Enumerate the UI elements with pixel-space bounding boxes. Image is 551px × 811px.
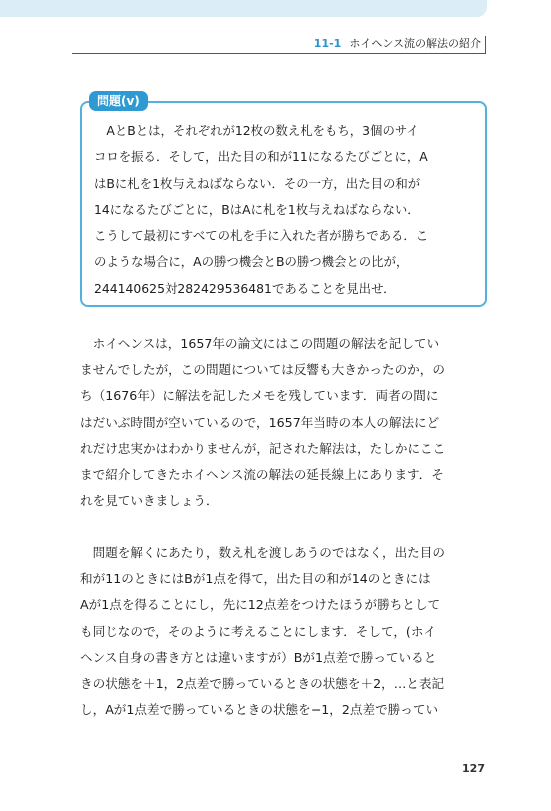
top-color-band bbox=[0, 0, 487, 17]
section-number: 11-1 bbox=[313, 37, 342, 50]
header-vertical-bar bbox=[485, 36, 486, 54]
running-header-text bbox=[314, 37, 481, 51]
paragraph-1 bbox=[80, 331, 490, 514]
page-number: 127 bbox=[462, 762, 485, 775]
paragraph-line: はだいぶ時間が空いているので，1657年当時の本人の解法にど bbox=[80, 414, 440, 430]
running-header bbox=[0, 30, 551, 58]
paragraph-2 bbox=[80, 540, 490, 723]
paragraph-line: れだけ忠実かはわかりませんが，記された解法は，たしかにここ bbox=[80, 440, 446, 456]
problem-line: 244140625対282429536481であることを見出せ． bbox=[94, 280, 396, 296]
paragraph-line: も同じなので，そのように考えることにします．そして，(ホイ bbox=[80, 623, 437, 639]
header-underline bbox=[72, 53, 486, 54]
problem-line: はBに札を1枚与えねばならない．その一方，出た目の和が bbox=[94, 175, 421, 191]
problem-label: 問題(v) bbox=[89, 91, 148, 111]
problem-line: こうして最初にすべての札を手に入れた者が勝ちである．こ bbox=[94, 228, 429, 244]
section-title: ホイヘンス流の解法の紹介 bbox=[349, 37, 481, 50]
paragraph-line: ませんでしたが，この問題については反響も大きかったのか，の bbox=[80, 362, 445, 378]
paragraph-line: ヘンス自身の書き方とは違いますが）Bが1点差で勝っていると bbox=[80, 649, 437, 665]
problem-text bbox=[94, 118, 478, 302]
paragraph-line: 問題を解くにあたり，数え札を渡しあうのではなく，出た目の bbox=[80, 545, 445, 560]
paragraph-line: きの状態を＋1，2点差で勝っているときの状態を＋2，…と表記 bbox=[80, 675, 445, 691]
problem-line: 14になるたびごとに，BはAに札を1枚与えねばならない． bbox=[94, 201, 420, 217]
paragraph-line: 和が11のときにはBが1点を得て，出た目の和が14のときには bbox=[80, 571, 431, 587]
problem-line: AとBとは，それぞれが12枚の数え札をもち，3個のサイ bbox=[94, 123, 419, 138]
paragraph-line: ち（1676年）に解法を記したメモを残しています．両者の間に bbox=[80, 388, 439, 404]
paragraph-line: ホイヘンスは，1657年の論文にはこの問題の解法を記してい bbox=[80, 336, 440, 351]
paragraph-line: れを見ていきましょう． bbox=[80, 493, 219, 509]
problem-line: コロを振る．そして，出た目の和が11になるたびごとに，A bbox=[94, 149, 428, 165]
paragraph-line: Aが1点を得ることにし，先に12点差をつけたほうが勝ちとして bbox=[80, 597, 441, 613]
paragraph-line: し，Aが1点差で勝っているときの状態を−1，2点差で勝ってい bbox=[80, 702, 439, 718]
problem-line: のような場合に，Aの勝つ機会とBの勝つ機会との比が， bbox=[94, 254, 409, 270]
paragraph-line: まで紹介してきたホイヘンス流の解法の延長線上にあります．そ bbox=[80, 466, 444, 482]
